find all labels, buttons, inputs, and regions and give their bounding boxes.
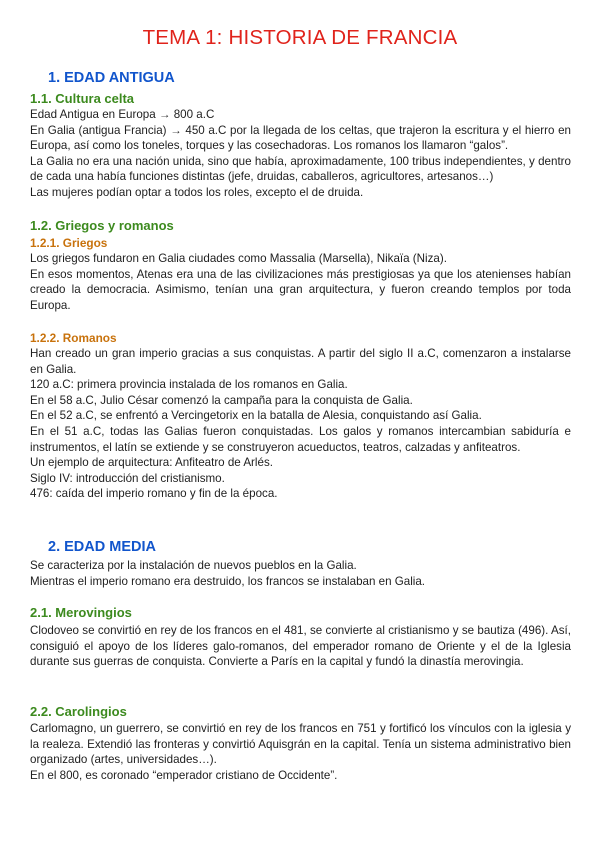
paragraph-block-merovingios: [30, 623, 571, 670]
paragraph: Se caracteriza por la instalación de nuevos pueblos en la Galia.: [30, 559, 357, 572]
paragraph: En el 800, es coronado “emperador cristiano de Occidente”.: [30, 768, 338, 782]
paragraph: La Galia no era una nación unida, sino que había, aproximadamente, 100 tribus independientes, y dentro de cada una había funciones distintas (jefe, druidas, caballeros, agricultores, artesanos…): [30, 154, 571, 184]
paragraph: Un ejemplo de arquitectura: Anfiteatro de Arlés.: [30, 456, 273, 470]
page-title: TEMA 1: HISTORIA DE FRANCIA: [142, 26, 458, 49]
subsection-heading-cultura-celta: 1.1. Cultura celta: [30, 91, 135, 106]
subsubsection-heading-romanos: 1.2.2. Romanos: [30, 331, 117, 345]
paragraph-block-edad-media-intro: [30, 558, 571, 589]
section-heading-edad-media: 2. EDAD MEDIA: [48, 539, 156, 555]
paragraph: En el 58 a.C, Julio César comenzó la campaña para la conquista de Galia.: [30, 393, 413, 407]
paragraph: Edad Antigua en Europa → 800 a.C: [30, 108, 215, 121]
paragraph: Han creado un gran imperio gracias a sus conquistas. A partir del siglo II a.C, comenzaron a instalarse en Galia.: [30, 347, 571, 376]
subsection-heading-carolingios: 2.2. Carolingios: [30, 704, 127, 719]
paragraph: En Galia (antigua Francia) → 450 a.C por la llegada de los celtas, que trajeron la escritura y el hierro en Europa, así como los toneles, torques y las cosechadoras. Los romanos los llamaron “galos”.: [30, 123, 571, 153]
paragraph: Mientras el imperio romano era destruido, los francos se instalaban en Galia.: [30, 574, 426, 588]
paragraph: En el 51 a.C, todas las Galias fueron conquistadas. Los galos y romanos intercambian sabiduría e instrumentos, el latín se extiende y se construyeron acueductos, teatros, calzadas y anfiteatros.: [30, 424, 571, 454]
paragraph: Clodoveo se convirtió en rey de los francos en el 481, se convierte al cristianismo y se bautiza (496). Así, consiguió el apoyo de los líderes galo-romanos, del emperador romano de Oriente y el de la Iglesia durante sus guerras de conquista. Convierte a París en la capital y fundó la dinastía merovingia.: [30, 624, 571, 669]
paragraph: Carlomagno, un guerrero, se convirtió en rey de los francos en 751 y fortificó los vínculos con la iglesia y la realeza. Extendió las fronteras y convirtió Aquisgrán en la capital. Tenía un sistema administrativo bien organizado (artes, universidades…).: [30, 722, 571, 767]
paragraph-block-carolingios: [30, 721, 571, 783]
paragraph: Siglo IV: introducción del cristianismo.: [30, 471, 225, 485]
paragraph-block-griegos: [30, 251, 571, 313]
paragraph: En esos momentos, Atenas era una de las civilizaciones más prestigiosas ya que los atenienses habían creado la democracia. Asimismo, tenían una gran arquitectura, y fueron creando templos por toda Europa.: [30, 267, 571, 312]
paragraph: Las mujeres podían optar a todos los roles, excepto el de druida.: [30, 185, 364, 199]
subsection-heading-griegos-romanos: 1.2. Griegos y romanos: [30, 218, 174, 233]
paragraph: Los griegos fundaron en Galia ciudades como Massalia (Marsella), Nikaïa (Niza).: [30, 252, 447, 265]
section-heading-edad-antigua: 1. EDAD ANTIGUA: [48, 70, 175, 86]
paragraph-block-romanos: [30, 346, 571, 502]
paragraph-block-cultura-celta: [30, 107, 571, 201]
paragraph: 476: caída del imperio romano y fin de la época.: [30, 487, 278, 501]
paragraph: En el 52 a.C, se enfrentó a Vercingetorix en la batalla de Alesia, conquistando así Galia.: [30, 409, 482, 423]
subsubsection-heading-griegos: 1.2.1. Griegos: [30, 236, 108, 250]
paragraph: 120 a.C: primera provincia instalada de los romanos en Galia.: [30, 378, 348, 392]
subsection-heading-merovingios: 2.1. Merovingios: [30, 605, 132, 620]
